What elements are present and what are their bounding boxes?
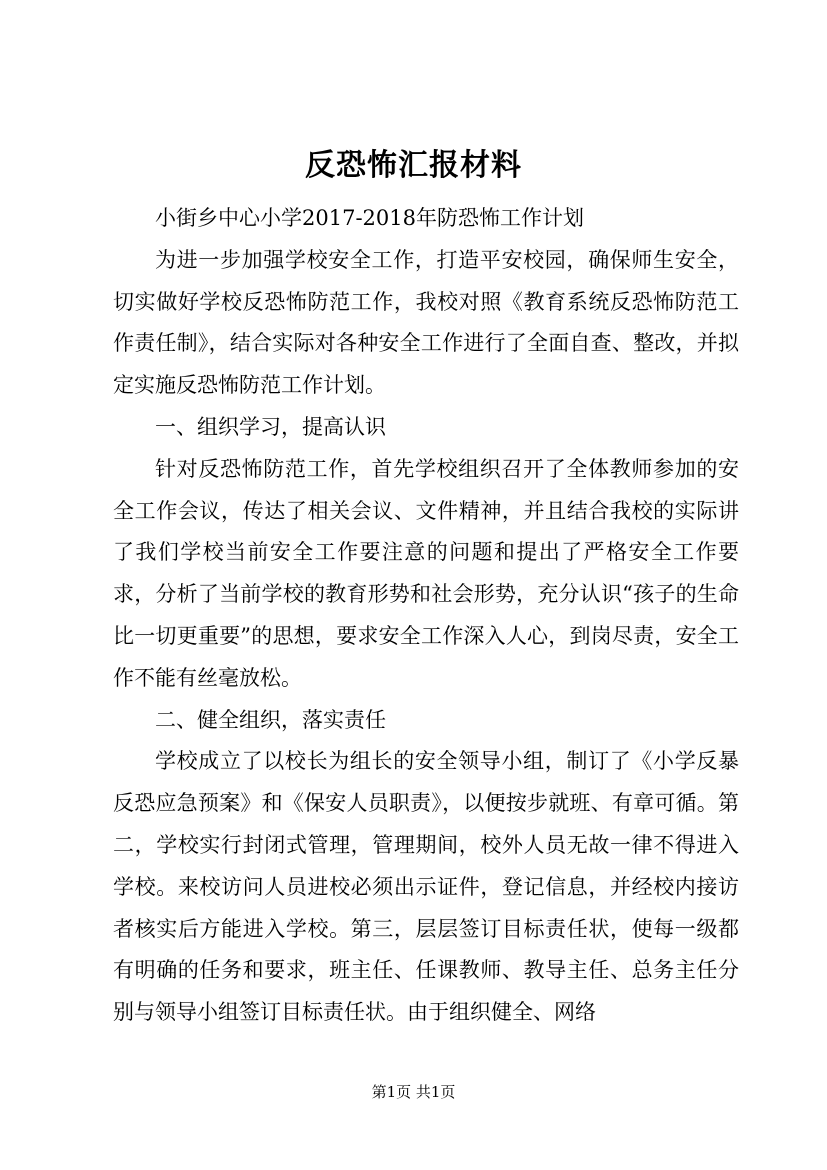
document-title: 反恐怖汇报材料 bbox=[305, 148, 522, 183]
section-heading-1: 一、组织学习，提高认识 bbox=[155, 414, 386, 439]
paragraph-section-1: 针对反恐怖防范工作，首先学校组织召开了全体教师参加的安全工作会议，传达了相关会议、文件精神，并且结合我校的实际讲了我们学校当前安全工作要注意的问题和提出了严格安全工作要求，分析了当前学校的教育形势和社会形势，充分认识“孩子的生命比一切更重要”的思想，要求安全工作深入人心，到岗尽责，安全工作不能有丝毫放松。 bbox=[113, 456, 739, 690]
page-footer: 第1页 共1页 bbox=[371, 1083, 456, 1101]
document-body bbox=[113, 198, 739, 1034]
section-heading-2: 二、健全组织，落实责任 bbox=[155, 707, 386, 732]
paragraph-intro: 为进一步加强学校安全工作，打造平安校园，确保师生安全，切实做好学校反恐怖防范工作，我校对照《教育系统反恐怖防范工作责任制》，结合实际对各种安全工作进行了全面自查、整改，并拟定实施反恐怖防范工作计划。 bbox=[113, 247, 739, 398]
paragraph-plan-heading: 小街乡中心小学2017-2018年防恐怖工作计划 bbox=[155, 206, 584, 230]
paragraph-section-2: 学校成立了以校长为组长的安全领导小组，制订了《小学反暴反恐应急预案》和《保安人员职责》，以便按步就班、有章可循。第二，学校实行封闭式管理，管理期间，校外人员无故一律不得进入学校。来校访问人员进校必须出示证件，登记信息，并经校内接访者核实后方能进入学校。第三，层层签订目标责任状，使每一级都有明确的任务和要求，班主任、任课教师、教导主任、总务主任分别与领导小组签订目标责任状。由于组织健全、网络 bbox=[113, 749, 739, 1025]
